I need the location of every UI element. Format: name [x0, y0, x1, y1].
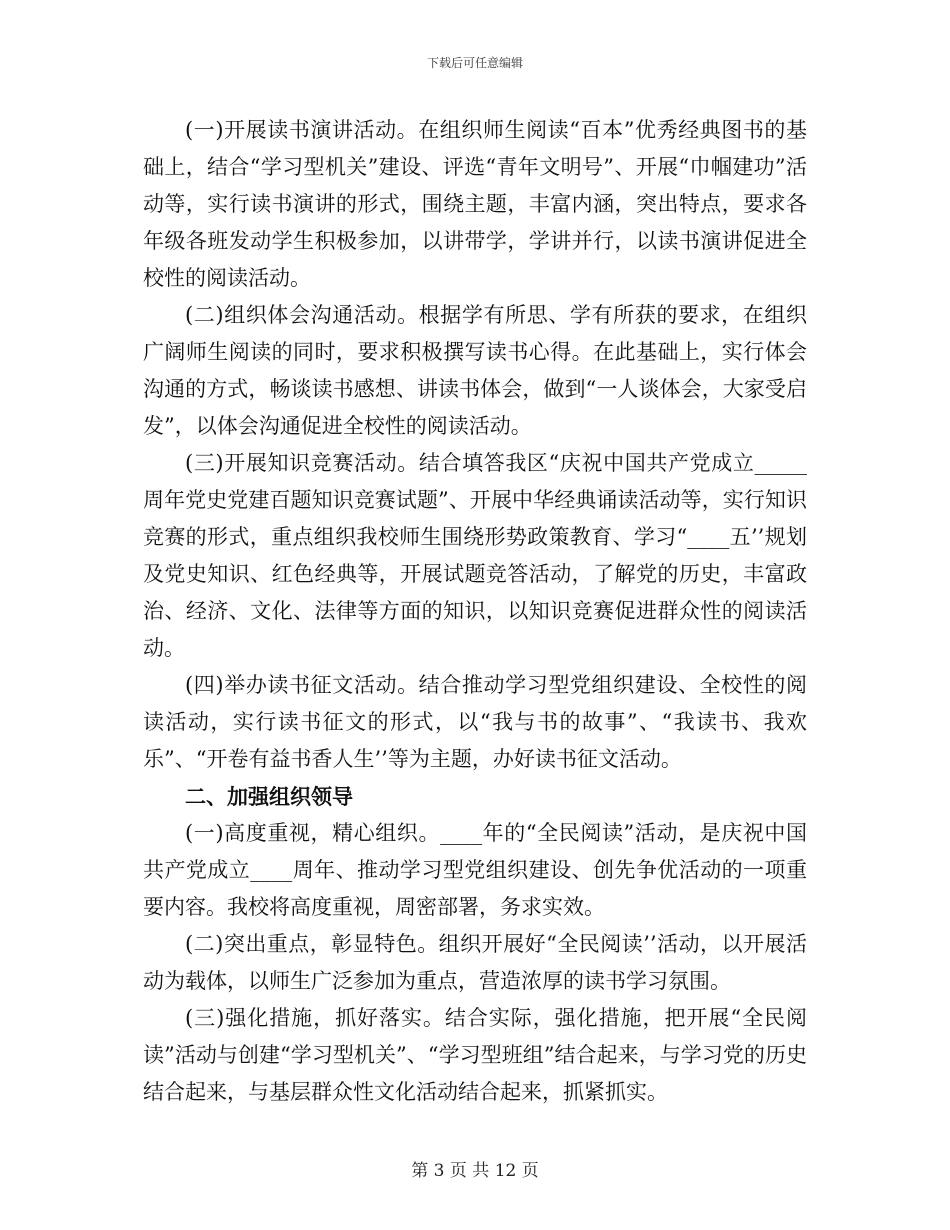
paragraph-knowledge-contest: (三)开展知识竞赛活动。结合填答我区“庆祝中国共产党成立_____周年党史党建百题知识竞赛试题”、开展中华经典诵读活动等，实行知识竞赛的形式，重点组织我校师生围绕形势政策教育、学习“____五’’规划及党史知识、红色经典等，开展试题竞答活动，了解党的历史，丰富政治、经济、文化、法律等方面的知识，以知识竞赛促进群众性的阅读活动。 [143, 451, 807, 660]
section-heading-leadership: 二、加强组织领导 [185, 784, 353, 809]
paragraph-highlight-features: (二)突出重点，彰显特色。组织开展好“全民阅读’’活动，以开展活动为载体，以师生广泛参加为重点，营造浓厚的读书学习氛围。 [143, 932, 807, 993]
paragraph-experience-exchange: (二)组织体会沟通活动。根据学有所思、学有所获的要求，在组织广阔师生阅读的同时，要求积极撰写读书心得。在此基础上，实行体会沟通的方式，畅谈读书感想、讲读书体会，做到“一人谈体会，大家受启发”，以体会沟通促进全校性的阅读活动。 [143, 303, 807, 438]
paragraph-reading-speech: (一)开展读书演讲活动。在组织师生阅读“百本”优秀经典图书的基础上，结合“学习型机关”建设、评选“青年文明号”、开展“巾帼建功”活动等，实行读书演讲的形式，围绕主题，丰富内涵，突出特点，要求各年级各班发动学生积极参加，以讲带学，学讲并行，以读书演讲促进全校性的阅读活动。 [143, 118, 807, 290]
page-header: 下载后可任意编辑 [426, 56, 523, 70]
paragraph-high-attention: (一)高度重视，精心组织。____年的“全民阅读”活动，是庆祝中国共产党成立____周年、推动学习型党组织建设、创先争优活动的一项重要内容。我校将高度重视，周密部署，务求实效。 [143, 821, 807, 919]
paragraph-strengthen-measures: (三)强化措施，抓好落实。结合实际，强化措施，把开展“全民阅读”活动与创建“学习型机关”、“学习型班组”结合起来，与学习党的历史结合起来，与基层群众性文化活动结合起来，抓紧抓实。 [143, 1006, 807, 1104]
page-footer: 第 3 页 共 12 页 [411, 1161, 539, 1181]
paragraph-essay-contest: (四)举办读书征文活动。结合推动学习型党组织建设、全校性的阅读活动，实行读书征文的形式，以“我与书的故事”、“我读书、我欢乐”、“开卷有益书香人生’’等为主题，办好读书征文活动。 [143, 673, 807, 771]
document-body [143, 112, 807, 1111]
